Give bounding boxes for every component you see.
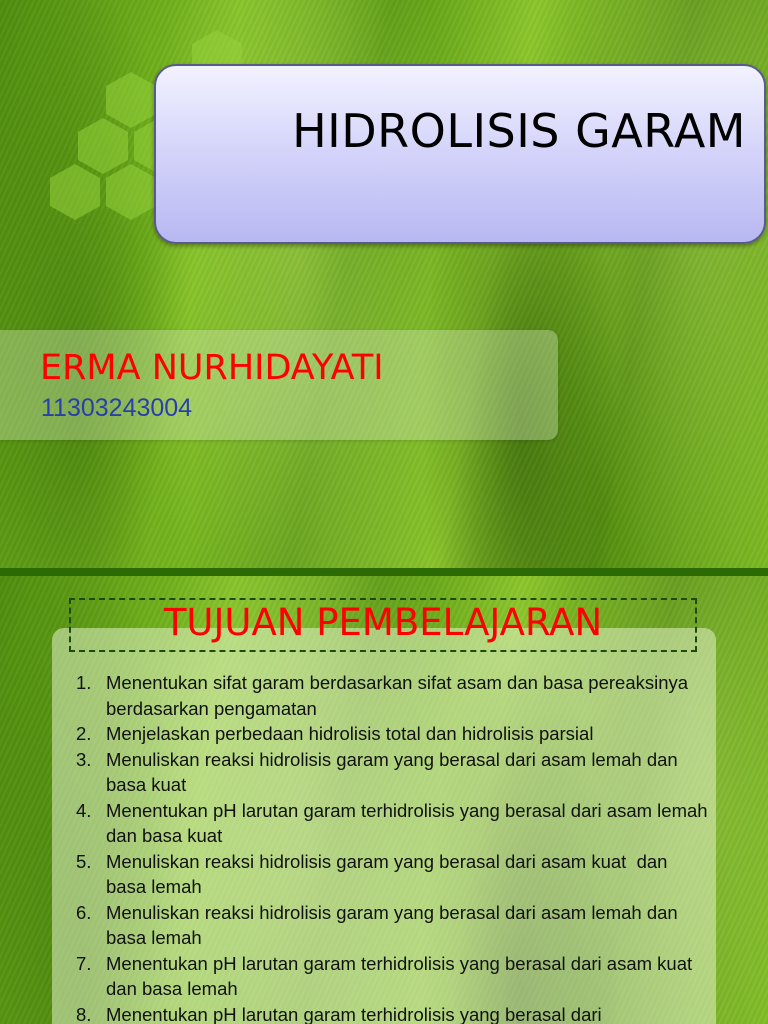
author-box xyxy=(0,330,558,440)
objective-number: 6. xyxy=(76,901,92,923)
objectives-slide xyxy=(0,576,768,1024)
heading-box xyxy=(69,598,697,652)
objective-text: Menentukan pH larutan garam terhidrolisis yang berasal dari xyxy=(106,1003,602,1024)
objective-number: 2. xyxy=(76,723,92,744)
hexagon-decoration xyxy=(50,164,100,220)
objective-text: Menuliskan reaksi hidrolisis garam yang berasal dari asam kuat dan basa lemah xyxy=(106,850,673,897)
objective-item xyxy=(72,849,712,900)
slide-divider xyxy=(0,568,768,576)
objective-text: Menuliskan reaksi hidrolisis garam yang berasal dari asam lemah dan basa lemah xyxy=(106,901,678,948)
objective-number: 8. xyxy=(76,1003,92,1024)
objective-item xyxy=(72,1002,712,1024)
title-box xyxy=(154,64,766,244)
author-name: ERMA NURHIDAYATI xyxy=(40,348,384,388)
objective-item xyxy=(72,747,712,798)
slide-title: HIDROLISIS GARAM xyxy=(292,104,746,158)
section-heading: TUJUAN PEMBELAJARAN xyxy=(163,601,603,644)
objective-text: Menuliskan reaksi hidrolisis garam yang berasal dari asam lemah dan basa kuat xyxy=(106,748,678,795)
objective-item xyxy=(72,721,712,747)
objective-text: Menjelaskan perbedaan hidrolisis total dan hidrolisis parsial xyxy=(106,723,594,744)
hexagon-decoration xyxy=(78,118,128,174)
hexagon-decoration xyxy=(106,72,156,128)
objective-item xyxy=(72,951,712,1002)
objectives-list xyxy=(72,670,712,1024)
author-id: 11303243004 xyxy=(41,394,193,422)
objective-number: 5. xyxy=(76,850,92,872)
objective-text: Menentukan pH larutan garam terhidrolisis yang berasal dari asam lemah dan basa kuat xyxy=(106,799,708,846)
objective-number: 7. xyxy=(76,952,92,974)
objective-number: 3. xyxy=(76,748,92,770)
objective-item xyxy=(72,798,712,849)
objective-text: Menentukan pH larutan garam terhidrolisis yang berasal dari asam kuat dan basa lemah xyxy=(106,952,693,999)
objective-item xyxy=(72,670,712,721)
objective-number: 4. xyxy=(76,799,92,821)
objective-number: 1. xyxy=(76,672,92,693)
objective-text: Menentukan sifat garam berdasarkan sifat asam dan basa pereaksinya berdasarkan pengamatan xyxy=(106,672,689,719)
hexagon-decoration xyxy=(106,164,156,220)
objective-item xyxy=(72,900,712,951)
